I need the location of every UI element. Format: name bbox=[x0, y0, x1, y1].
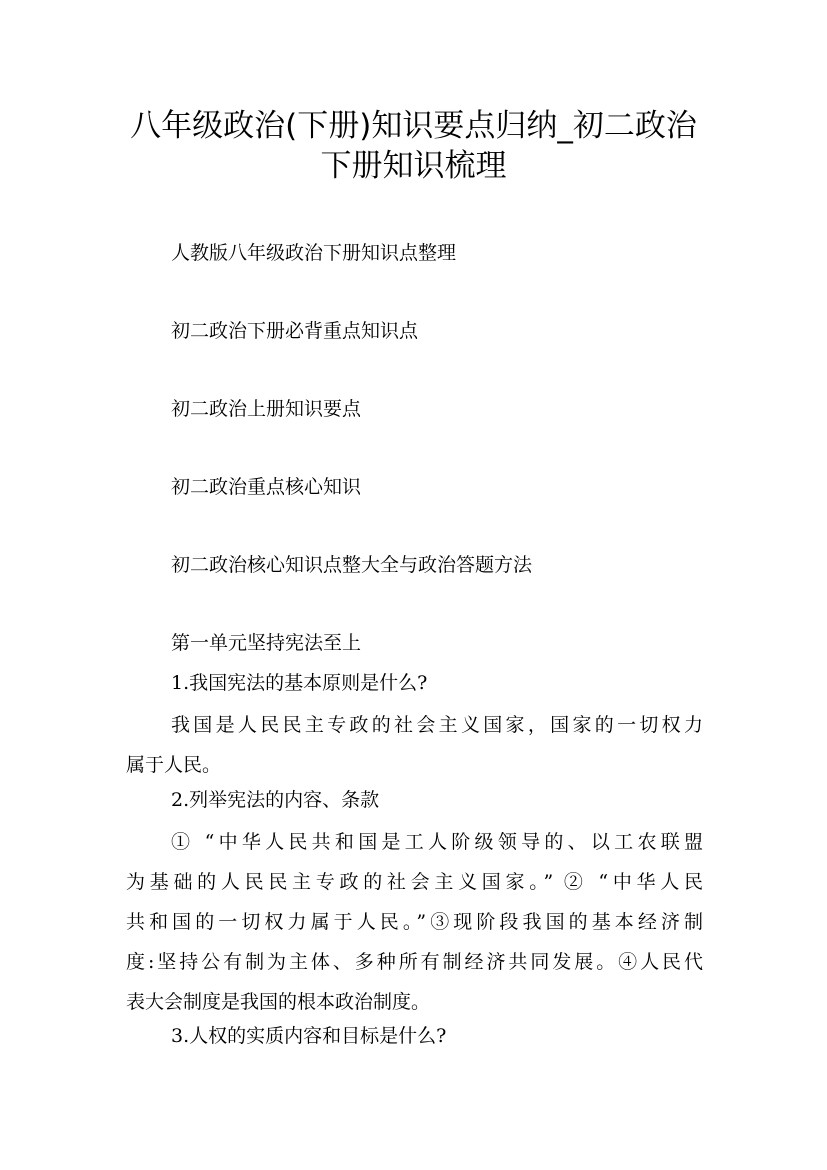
unit-heading: 第一单元坚持宪法至上 bbox=[171, 632, 362, 654]
answer-2-line-1: ① “中华人民共和国是工人阶级领导的、以工农联盟 bbox=[171, 831, 703, 853]
answer-2 bbox=[126, 822, 703, 1022]
question-1: 1.我国宪法的基本原则是什么? bbox=[171, 672, 428, 694]
question-2: 2.列举宪法的内容、条款 bbox=[171, 789, 380, 811]
answer-1-line-2: 属于人民。 bbox=[126, 754, 222, 776]
related-link-4: 初二政治重点核心知识 bbox=[171, 476, 362, 498]
document-title-line-2: 下册知识梳理 bbox=[320, 148, 507, 184]
related-link-5: 初二政治核心知识点整大全与政治答题方法 bbox=[171, 554, 533, 576]
answer-2-line-2: 为基础的人民民主专政的社会主义国家。” ② “中华人民 bbox=[126, 871, 703, 893]
document-title-line-1: 八年级政治(下册)知识要点归纳_初二政治 bbox=[130, 108, 697, 144]
answer-1 bbox=[126, 705, 703, 785]
related-link-1: 人教版八年级政治下册知识点整理 bbox=[171, 242, 457, 264]
answer-2-line-4: 度:坚持公有制为主体、多种所有制经济共同发展。④人民代 bbox=[126, 951, 703, 973]
answer-1-line-1: 我国是人民民主专政的社会主义国家，国家的一切权力 bbox=[171, 714, 703, 736]
related-link-2: 初二政治下册必背重点知识点 bbox=[171, 320, 419, 342]
answer-2-line-5: 表大会制度是我国的根本政治制度。 bbox=[126, 991, 431, 1013]
question-3: 3.人权的实质内容和目标是什么? bbox=[171, 1025, 447, 1047]
answer-2-line-3: 共和国的一切权力属于人民。”③现阶段我国的基本经济制 bbox=[126, 911, 703, 933]
related-link-3: 初二政治上册知识要点 bbox=[171, 398, 362, 420]
